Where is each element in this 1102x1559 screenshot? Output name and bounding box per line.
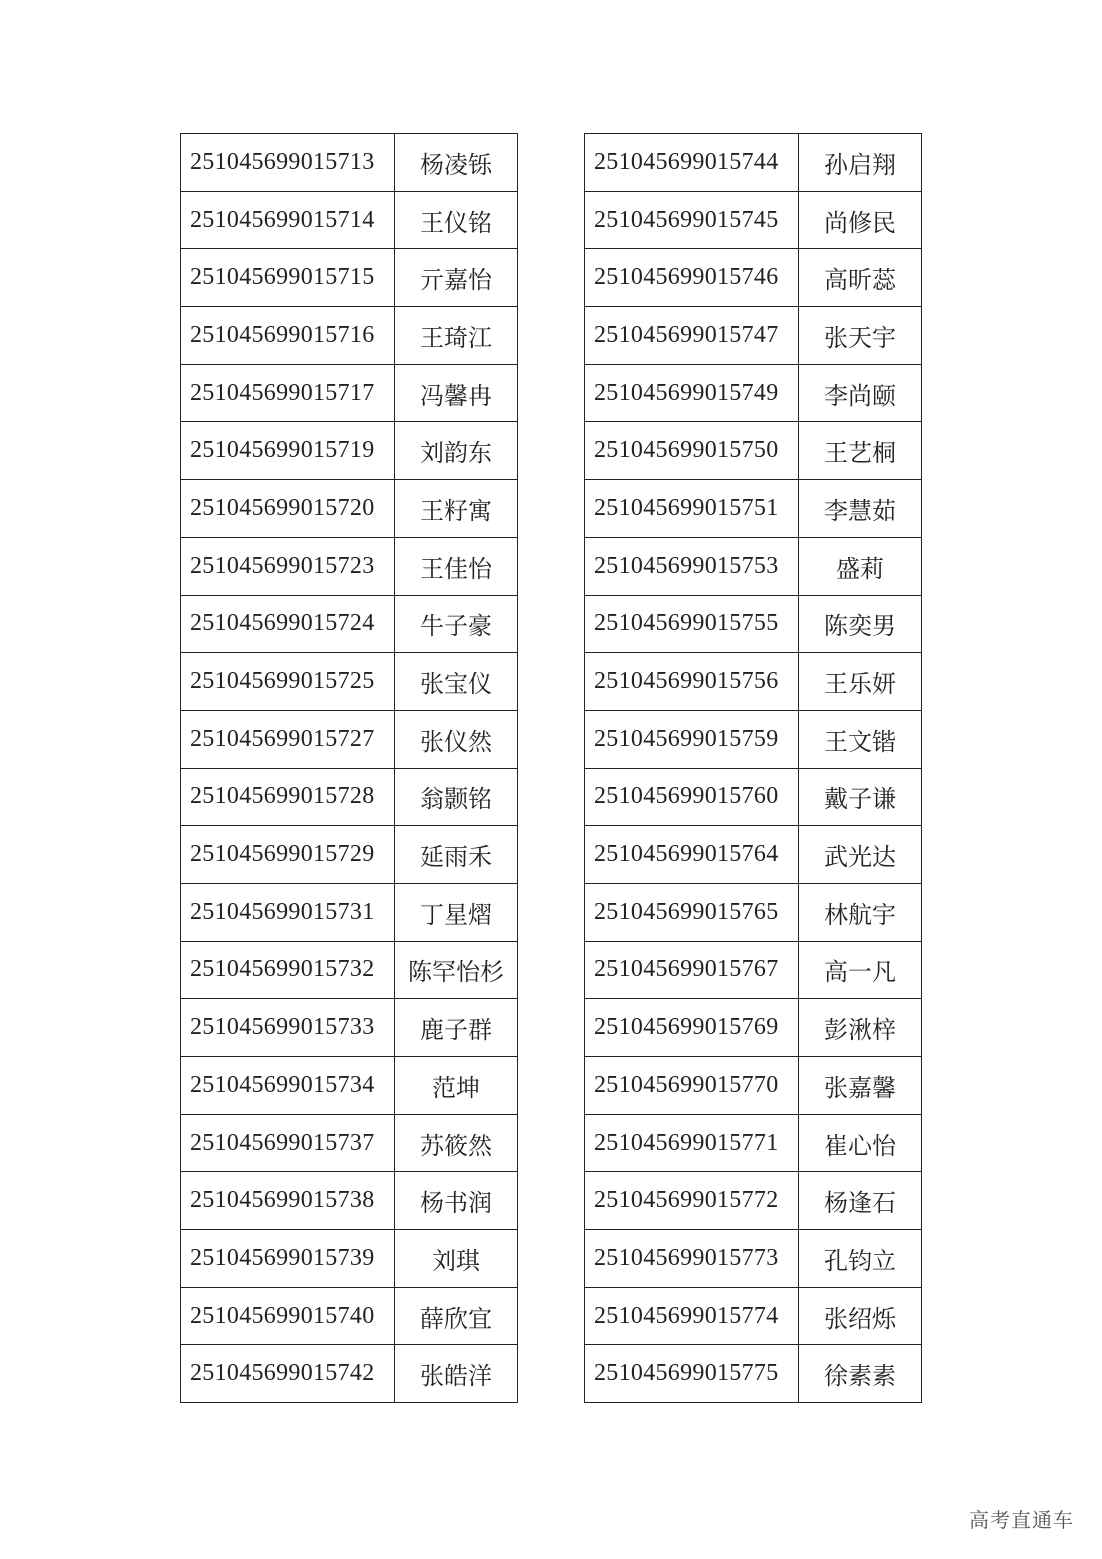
table-row xyxy=(585,1114,922,1172)
student-name-cell: 亓嘉怡 xyxy=(395,249,518,307)
table-row xyxy=(181,826,518,884)
table-row xyxy=(181,1345,518,1403)
student-name-cell: 杨书润 xyxy=(395,1172,518,1230)
student-name-cell: 范坤 xyxy=(395,1057,518,1115)
exam-id-cell: 251045699015751 xyxy=(585,480,799,538)
table-row xyxy=(181,1114,518,1172)
table-row xyxy=(181,1230,518,1288)
exam-id-cell: 251045699015769 xyxy=(585,999,799,1057)
table-row xyxy=(585,134,922,192)
exam-id-cell: 251045699015750 xyxy=(585,422,799,480)
student-name-cell: 武光达 xyxy=(799,826,922,884)
student-name-cell: 杨逢石 xyxy=(799,1172,922,1230)
student-name-cell: 王籽寓 xyxy=(395,480,518,538)
student-name-cell: 张仪然 xyxy=(395,710,518,768)
table-row xyxy=(181,249,518,307)
exam-id-cell: 251045699015723 xyxy=(181,537,395,595)
exam-id-cell: 251045699015770 xyxy=(585,1057,799,1115)
right-roster-body xyxy=(585,134,922,1403)
table-row xyxy=(181,883,518,941)
table-row xyxy=(181,1057,518,1115)
student-name-cell: 陈罕怡杉 xyxy=(395,941,518,999)
student-name-cell: 崔心怡 xyxy=(799,1114,922,1172)
table-row xyxy=(181,422,518,480)
left-roster-body xyxy=(181,134,518,1403)
student-name-cell: 张嘉馨 xyxy=(799,1057,922,1115)
table-row xyxy=(181,134,518,192)
right-roster-table xyxy=(584,133,922,1403)
exam-id-cell: 251045699015724 xyxy=(181,595,395,653)
exam-id-cell: 251045699015729 xyxy=(181,826,395,884)
table-row xyxy=(181,537,518,595)
student-name-cell: 刘韵东 xyxy=(395,422,518,480)
table-row xyxy=(181,710,518,768)
student-name-cell: 延雨禾 xyxy=(395,826,518,884)
exam-id-cell: 251045699015747 xyxy=(585,307,799,365)
left-roster-table xyxy=(180,133,518,1403)
table-row xyxy=(181,653,518,711)
exam-id-cell: 251045699015738 xyxy=(181,1172,395,1230)
exam-id-cell: 251045699015714 xyxy=(181,191,395,249)
exam-id-cell: 251045699015749 xyxy=(585,364,799,422)
student-name-cell: 李慧茹 xyxy=(799,480,922,538)
table-row xyxy=(585,653,922,711)
exam-id-cell: 251045699015767 xyxy=(585,941,799,999)
exam-id-cell: 251045699015740 xyxy=(181,1287,395,1345)
student-name-cell: 薛欣宜 xyxy=(395,1287,518,1345)
exam-id-cell: 251045699015771 xyxy=(585,1114,799,1172)
exam-id-cell: 251045699015753 xyxy=(585,537,799,595)
table-row xyxy=(181,307,518,365)
exam-id-cell: 251045699015756 xyxy=(585,653,799,711)
student-name-cell: 王乐妍 xyxy=(799,653,922,711)
student-name-cell: 盛莉 xyxy=(799,537,922,595)
table-row xyxy=(181,1287,518,1345)
student-name-cell: 孙启翔 xyxy=(799,134,922,192)
student-name-cell: 戴子谦 xyxy=(799,768,922,826)
exam-id-cell: 251045699015744 xyxy=(585,134,799,192)
student-name-cell: 徐素素 xyxy=(799,1345,922,1403)
student-name-cell: 苏筱然 xyxy=(395,1114,518,1172)
student-name-cell: 高一凡 xyxy=(799,941,922,999)
table-row xyxy=(585,999,922,1057)
student-name-cell: 高昕蕊 xyxy=(799,249,922,307)
table-row xyxy=(585,364,922,422)
exam-id-cell: 251045699015734 xyxy=(181,1057,395,1115)
exam-id-cell: 251045699015774 xyxy=(585,1287,799,1345)
exam-id-cell: 251045699015731 xyxy=(181,883,395,941)
table-row xyxy=(585,883,922,941)
exam-id-cell: 251045699015742 xyxy=(181,1345,395,1403)
student-name-cell: 陈奕男 xyxy=(799,595,922,653)
exam-id-cell: 251045699015716 xyxy=(181,307,395,365)
table-row xyxy=(585,595,922,653)
table-row xyxy=(585,1057,922,1115)
student-name-cell: 王琦江 xyxy=(395,307,518,365)
table-row xyxy=(181,191,518,249)
exam-id-cell: 251045699015719 xyxy=(181,422,395,480)
exam-id-cell: 251045699015725 xyxy=(181,653,395,711)
exam-id-cell: 251045699015745 xyxy=(585,191,799,249)
student-name-cell: 王艺桐 xyxy=(799,422,922,480)
student-name-cell: 孔钧立 xyxy=(799,1230,922,1288)
student-name-cell: 彭湫梓 xyxy=(799,999,922,1057)
student-name-cell: 丁星熠 xyxy=(395,883,518,941)
exam-id-cell: 251045699015733 xyxy=(181,999,395,1057)
table-row xyxy=(585,191,922,249)
student-name-cell: 王文锴 xyxy=(799,710,922,768)
student-name-cell: 尚修民 xyxy=(799,191,922,249)
exam-id-cell: 251045699015732 xyxy=(181,941,395,999)
table-row xyxy=(585,768,922,826)
table-row xyxy=(181,1172,518,1230)
watermark-text: 高考直通车 xyxy=(969,1508,1074,1532)
table-row xyxy=(181,999,518,1057)
student-name-cell: 张天宇 xyxy=(799,307,922,365)
student-name-cell: 林航宇 xyxy=(799,883,922,941)
table-row xyxy=(181,480,518,538)
exam-id-cell: 251045699015759 xyxy=(585,710,799,768)
exam-id-cell: 251045699015727 xyxy=(181,710,395,768)
table-row xyxy=(585,1172,922,1230)
exam-id-cell: 251045699015715 xyxy=(181,249,395,307)
student-name-cell: 牛子豪 xyxy=(395,595,518,653)
table-row xyxy=(585,941,922,999)
student-name-cell: 杨凌铄 xyxy=(395,134,518,192)
table-row xyxy=(585,537,922,595)
table-row xyxy=(585,710,922,768)
table-row xyxy=(585,1287,922,1345)
student-name-cell: 张宝仪 xyxy=(395,653,518,711)
table-row xyxy=(181,768,518,826)
student-name-cell: 翁颢铭 xyxy=(395,768,518,826)
exam-id-cell: 251045699015739 xyxy=(181,1230,395,1288)
exam-id-cell: 251045699015713 xyxy=(181,134,395,192)
exam-id-cell: 251045699015728 xyxy=(181,768,395,826)
student-name-cell: 李尚颐 xyxy=(799,364,922,422)
exam-id-cell: 251045699015760 xyxy=(585,768,799,826)
table-row xyxy=(585,1345,922,1403)
student-name-cell: 张绍烁 xyxy=(799,1287,922,1345)
table-row xyxy=(585,826,922,884)
student-name-cell: 王佳怡 xyxy=(395,537,518,595)
table-row xyxy=(585,249,922,307)
table-row xyxy=(585,422,922,480)
exam-id-cell: 251045699015764 xyxy=(585,826,799,884)
student-name-cell: 鹿子群 xyxy=(395,999,518,1057)
exam-id-cell: 251045699015772 xyxy=(585,1172,799,1230)
table-row xyxy=(585,307,922,365)
table-row xyxy=(181,595,518,653)
exam-id-cell: 251045699015737 xyxy=(181,1114,395,1172)
student-name-cell: 王仪铭 xyxy=(395,191,518,249)
exam-id-cell: 251045699015773 xyxy=(585,1230,799,1288)
exam-id-cell: 251045699015720 xyxy=(181,480,395,538)
exam-id-cell: 251045699015775 xyxy=(585,1345,799,1403)
table-row xyxy=(585,480,922,538)
table-row xyxy=(585,1230,922,1288)
table-row xyxy=(181,364,518,422)
exam-id-cell: 251045699015746 xyxy=(585,249,799,307)
exam-id-cell: 251045699015717 xyxy=(181,364,395,422)
table-row xyxy=(181,941,518,999)
exam-id-cell: 251045699015765 xyxy=(585,883,799,941)
student-name-cell: 冯馨冉 xyxy=(395,364,518,422)
student-name-cell: 刘琪 xyxy=(395,1230,518,1288)
exam-id-cell: 251045699015755 xyxy=(585,595,799,653)
student-name-cell: 张皓洋 xyxy=(395,1345,518,1403)
